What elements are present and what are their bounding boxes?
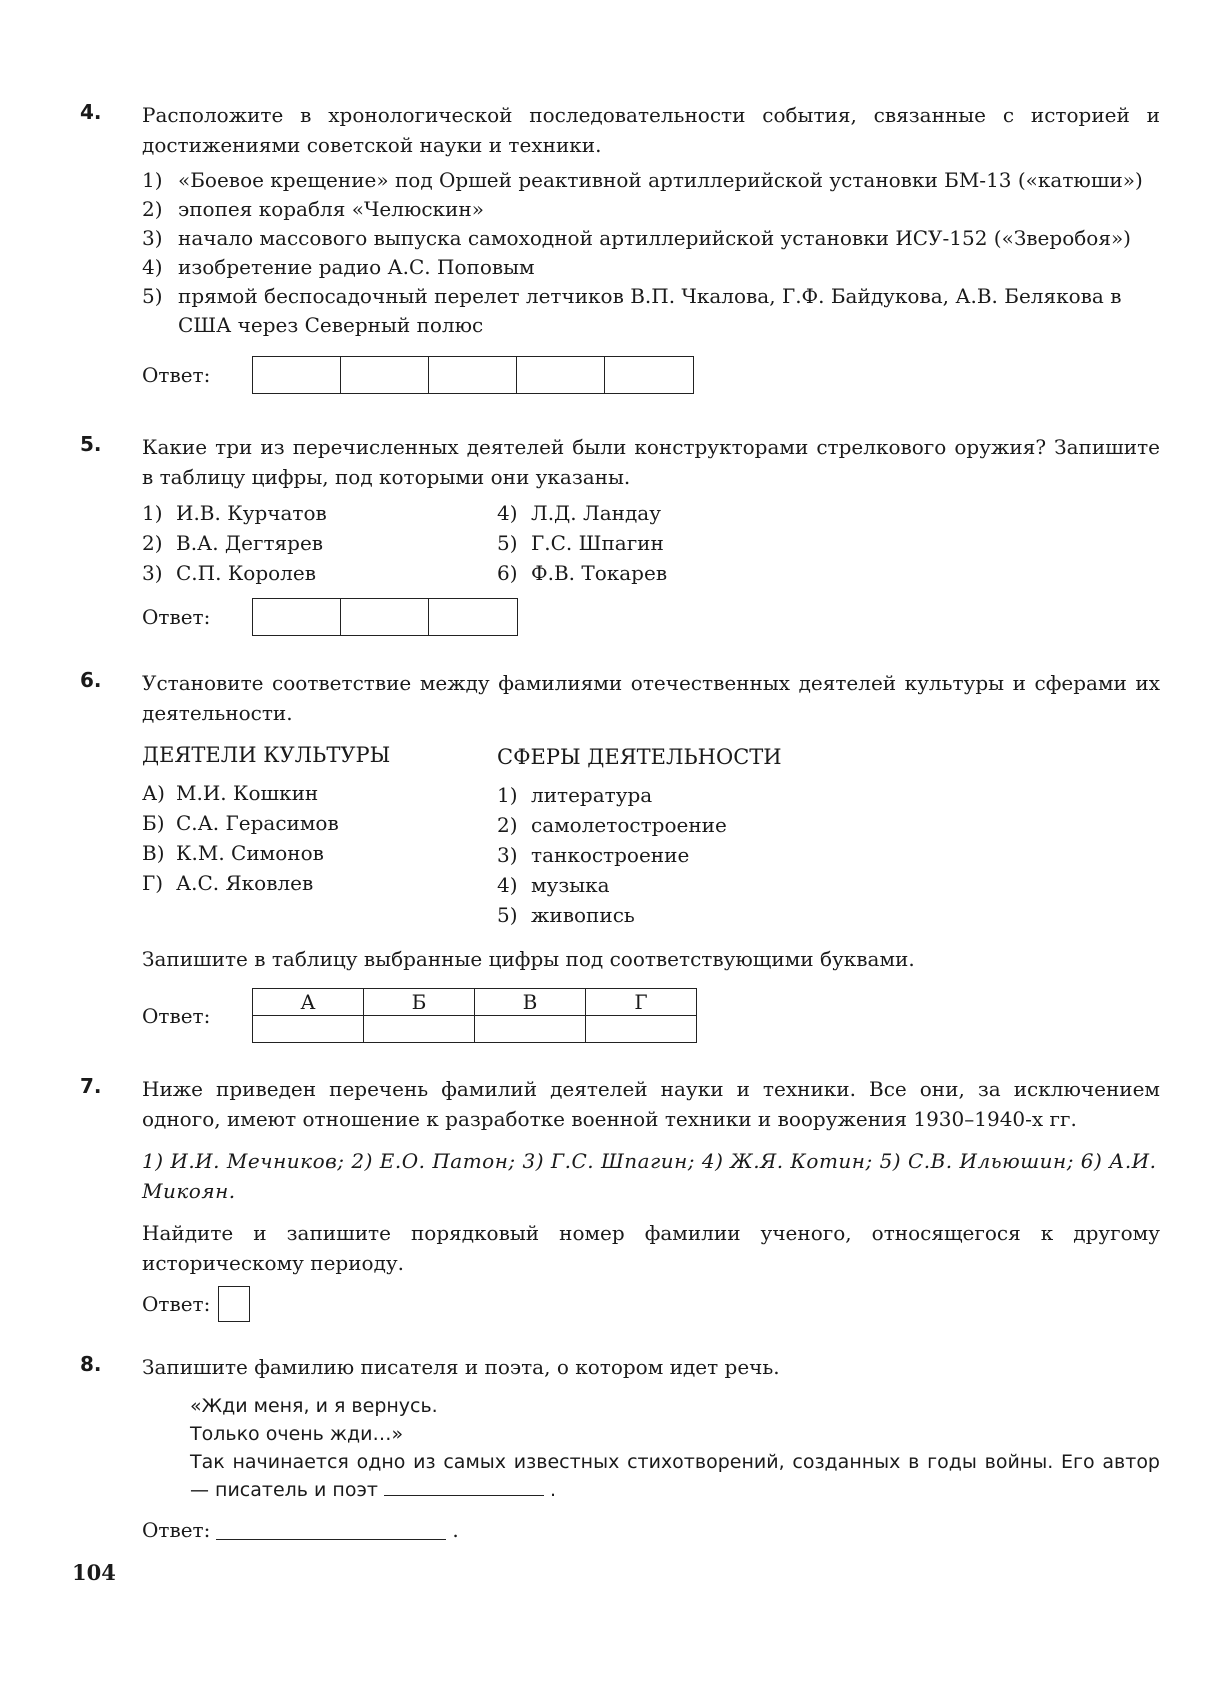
answer-cells xyxy=(252,356,694,394)
quote-block xyxy=(190,1392,1160,1504)
answer-label: Ответ: xyxy=(142,605,211,629)
answer-label: Ответ: xyxy=(142,1292,211,1316)
answer-cells xyxy=(252,598,518,636)
column-letter: А xyxy=(253,989,364,1016)
quote-line: «Жди меня, и я вернусь. xyxy=(190,1395,438,1417)
options-columns xyxy=(142,498,1160,588)
answer-row xyxy=(142,988,1160,1043)
answer-cell[interactable] xyxy=(341,357,429,393)
task-5 xyxy=(80,432,1160,636)
options-list xyxy=(142,166,1160,340)
answer-label: Ответ: xyxy=(142,363,211,387)
matching-columns xyxy=(142,740,1160,930)
option-item: 2) эпопея корабля «Челюскин» xyxy=(142,197,484,221)
task-question: Запишите фамилию писателя и поэта, о котором идет речь. xyxy=(142,1355,780,1379)
task-number: 6. xyxy=(80,668,102,692)
answer-cell[interactable] xyxy=(429,599,517,635)
answer-cell[interactable] xyxy=(517,357,605,393)
option-item: 4) изобретение радио А.С. Поповым xyxy=(142,255,535,279)
task-8 xyxy=(80,1352,1160,1542)
task-number: 7. xyxy=(80,1074,102,1098)
answer-row xyxy=(142,598,1160,636)
options-left xyxy=(142,498,497,588)
task-4 xyxy=(80,100,1160,394)
task-number: 4. xyxy=(80,100,102,124)
quote-line: Только очень жди…» xyxy=(190,1423,404,1445)
task-question: Ниже приведен перечень фамилий деятелей науки и техники. Все они, за исключением одного, имеют отношение к разработке военной техники и вооружения 1930–1940-х гг. xyxy=(142,1077,1160,1131)
column-letter: В xyxy=(475,989,586,1016)
figure-item: Б) С.А. Герасимов xyxy=(142,811,339,835)
answer-table xyxy=(252,988,697,1043)
answer-cell[interactable] xyxy=(253,1016,364,1043)
column-heading: ДЕЯТЕЛИ КУЛЬТУРЫ xyxy=(142,743,391,767)
option-item: 4) Л.Д. Ландау xyxy=(497,501,661,525)
option-item: 1) «Боевое крещение» под Оршей реактивной артиллерийской установки БМ-13 («катюши») xyxy=(142,168,1143,192)
answer-cell[interactable] xyxy=(364,1016,475,1043)
figure-item: А) М.И. Кошкин xyxy=(142,781,319,805)
figures-column xyxy=(142,740,497,930)
sphere-item: 1) литература xyxy=(497,783,653,807)
task-instruction: Найдите и запишите порядковый номер фамилии ученого, относящегося к другому историческому периоду. xyxy=(142,1221,1160,1275)
task-number: 5. xyxy=(80,432,102,456)
answer-cell[interactable] xyxy=(475,1016,586,1043)
task-number: 8. xyxy=(80,1352,102,1376)
answer-row xyxy=(142,1286,1160,1322)
sphere-item: 4) музыка xyxy=(497,873,610,897)
answer-label: Ответ: xyxy=(142,1518,211,1542)
option-item: 5) Г.С. Шпагин xyxy=(497,531,664,555)
answer-cell[interactable] xyxy=(605,357,693,393)
options-right xyxy=(497,498,897,588)
column-letter: Б xyxy=(364,989,475,1016)
option-item: 3) начало массового выпуска самоходной артиллерийской установки ИСУ-152 («Зверобоя») xyxy=(142,226,1131,250)
answer-cell[interactable] xyxy=(341,599,429,635)
answer-line[interactable] xyxy=(216,1521,446,1540)
answer-cell[interactable] xyxy=(253,357,341,393)
sphere-item: 5) живопись xyxy=(497,903,635,927)
figure-item: В) К.М. Симонов xyxy=(142,841,324,865)
option-item: 2) В.А. Дегтярев xyxy=(142,531,324,555)
figure-item: Г) А.С. Яковлев xyxy=(142,871,314,895)
answer-row xyxy=(142,356,1160,394)
task-7 xyxy=(80,1074,1160,1322)
answer-row: Ответ: . xyxy=(142,1518,459,1542)
option-item: 1) И.В. Курчатов xyxy=(142,501,327,525)
task-question: Расположите в хронологической последовательности события, связанные с историей и достижениями советской науки и техники. xyxy=(142,103,1160,157)
task-instruction: Запишите в таблицу выбранные цифры под соответствующими буквами. xyxy=(142,947,915,971)
spheres-column xyxy=(497,742,897,930)
answer-cell[interactable] xyxy=(429,357,517,393)
column-heading: СФЕРЫ ДЕЯТЕЛЬНОСТИ xyxy=(497,745,782,769)
task-question: Установите соответствие между фамилиями отечественных деятелей культуры и сферами их деятельности. xyxy=(142,671,1160,725)
option-item: 6) Ф.В. Токарев xyxy=(497,561,668,585)
figures-list xyxy=(142,778,497,898)
task-question: Какие три из перечисленных деятелей были конструкторами стрелкового оружия? Запишите в таблицу цифры, под которыми они указаны. xyxy=(142,435,1160,489)
answer-label: Ответ: xyxy=(142,1003,211,1028)
column-letter: Г xyxy=(586,989,697,1016)
names-list: 1) И.И. Мечников; 2) Е.О. Патон; 3) Г.С. Шпагин; 4) Ж.Я. Котин; 5) С.В. Ильюшин; 6) А.И. Микоян. xyxy=(142,1149,1157,1203)
sphere-item: 2) самолетостроение xyxy=(497,813,727,837)
sphere-item: 3) танкостроение xyxy=(497,843,690,867)
option-item: 5) прямой беспосадочный перелет летчиков В.П. Чкалова, Г.Ф. Байдукова, А.В. Белякова в США через Северный полюс xyxy=(142,284,1122,337)
option-item: 3) С.П. Королев xyxy=(142,561,316,585)
task-6 xyxy=(80,668,1160,1043)
fill-blank[interactable] xyxy=(384,1477,544,1496)
page-number: 104 xyxy=(72,1560,116,1585)
answer-cell[interactable] xyxy=(586,1016,697,1043)
spheres-list xyxy=(497,780,897,930)
answer-box[interactable] xyxy=(218,1286,250,1322)
quote-paragraph: Так начинается одно из самых известных стихотворений, созданных в годы войны. Его автор — писатель и поэт . xyxy=(190,1451,1160,1501)
answer-cell[interactable] xyxy=(253,599,341,635)
